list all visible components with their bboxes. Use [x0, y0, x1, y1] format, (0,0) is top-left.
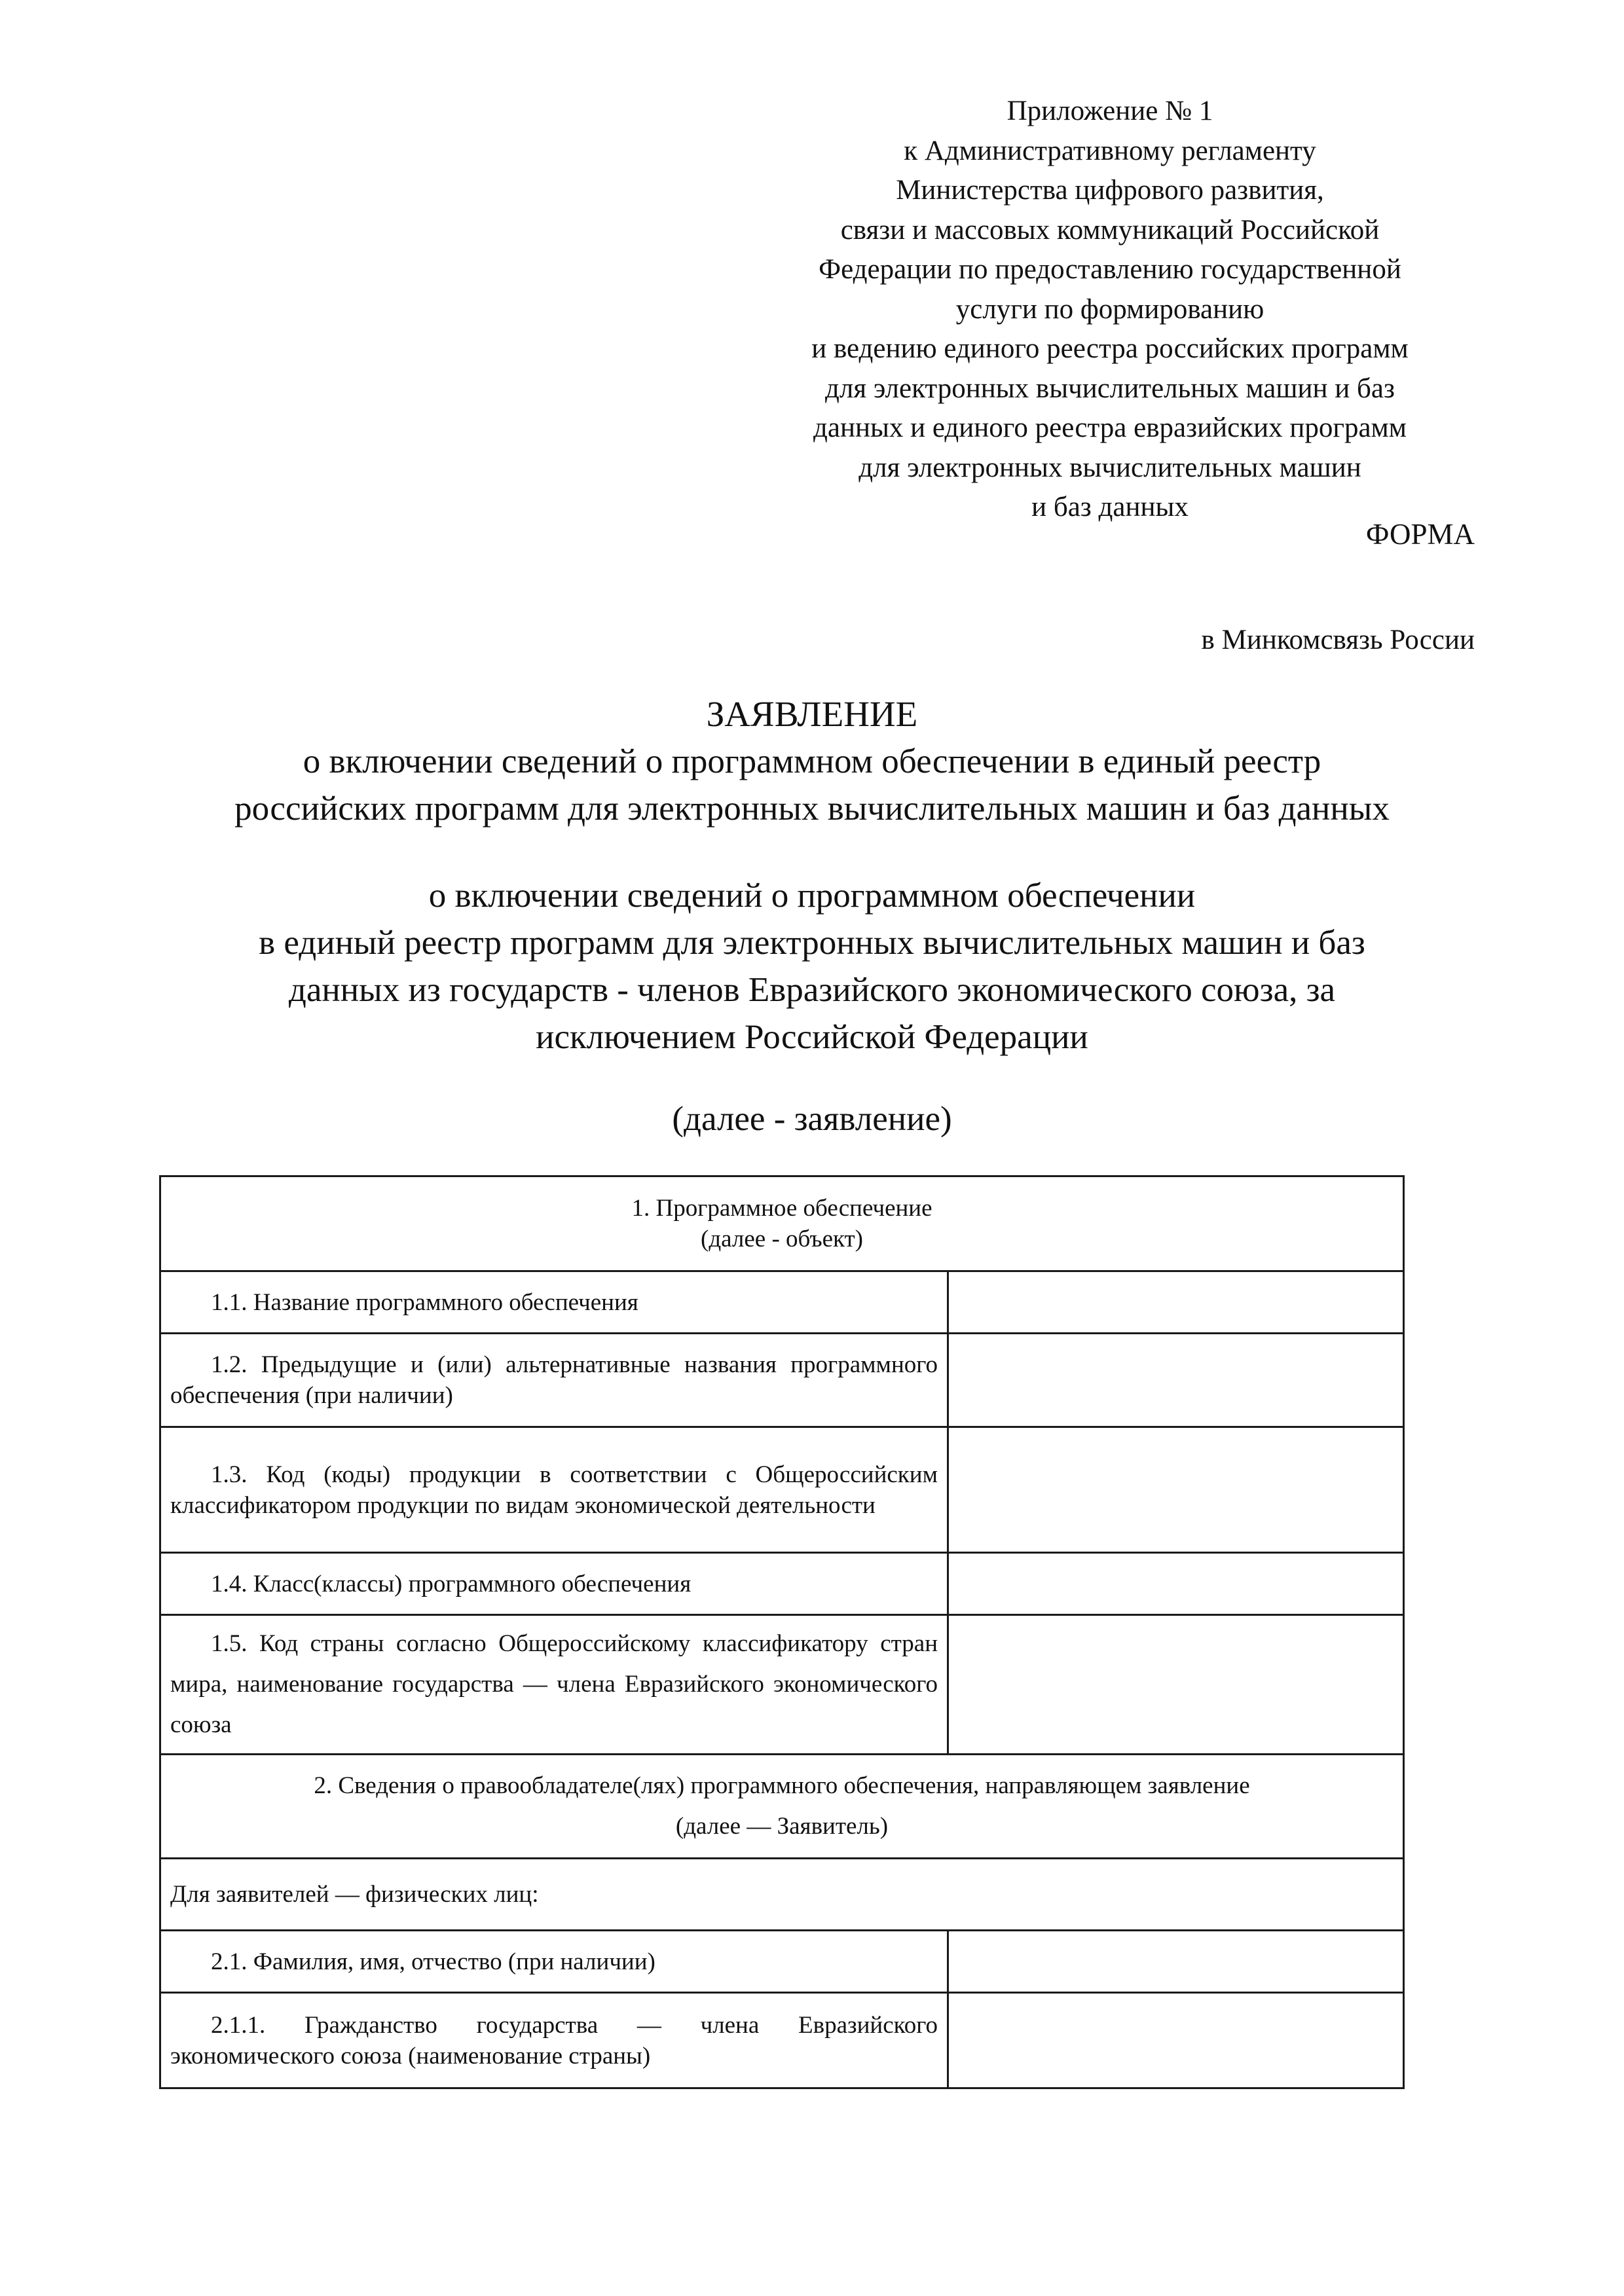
product-codes-field[interactable] — [948, 1427, 1404, 1553]
appendix-line: для электронных вычислительных машин — [858, 452, 1361, 483]
field-label: 1.4. Класс(классы) программного обеспечения — [160, 1553, 948, 1615]
citizenship-field[interactable] — [948, 1993, 1404, 2088]
subtitle-line: данных из государств - членов Евразийского экономического союза, за — [288, 971, 1336, 1009]
section-2-header-row — [160, 1755, 1404, 1859]
appendix-line: для электронных вычислительных машин и баз — [825, 373, 1395, 404]
application-form-table — [159, 1175, 1405, 2089]
subtitle-line: в единый реестр программ для электронных вычислительных машин и баз — [259, 924, 1365, 962]
table-row — [160, 1427, 1404, 1553]
table-row — [160, 1553, 1404, 1615]
appendix-line: Федерации по предоставлению государственной — [819, 254, 1401, 285]
subtitle-line: о включении сведений о программном обеспечении в единый реестр — [303, 742, 1321, 780]
appendix-line: и баз данных — [1031, 492, 1189, 522]
software-class-field[interactable] — [948, 1553, 1404, 1615]
subtitle-russian-registry — [105, 738, 1519, 832]
appendix-line: данных и единого реестра евразийских программ — [813, 412, 1407, 443]
section-2-subtitle: (далее — Заявитель) — [675, 1813, 889, 1840]
title-text: ЗАЯВЛЕНИЕ — [706, 694, 918, 734]
section-2-title: 2. Сведения о правообладателе(лях) программного обеспечения, направляющем заявление — [314, 1772, 1250, 1799]
section-2-header — [160, 1755, 1404, 1859]
section-1-title: 1. Программное обеспечение — [631, 1195, 932, 1222]
table-row — [160, 1993, 1404, 2088]
field-label: 1.2. Предыдущие и (или) альтернативные названия программного обеспечения (при наличии) — [160, 1334, 948, 1427]
appendix-line: Приложение № 1 — [1006, 96, 1213, 126]
hereinafter-note — [105, 1095, 1519, 1142]
appendix-line: связи и массовых коммуникаций Российской — [840, 214, 1380, 246]
field-label: 2.1.1. Гражданство государства — члена Евразийского экономического союза (наименование страны) — [160, 1993, 948, 2088]
table-row — [160, 1615, 1404, 1755]
subtitle-line: российских программ для электронных вычислительных машин и баз данных — [234, 790, 1390, 828]
alternative-names-field[interactable] — [948, 1334, 1404, 1427]
appendix-line: к Административному регламенту — [904, 135, 1316, 166]
appendix-line: услуги по формированию — [955, 293, 1264, 325]
country-code-field[interactable] — [948, 1615, 1404, 1755]
note-text: (далее - заявление) — [672, 1100, 952, 1138]
appendix-line: Министерства цифрового развития, — [896, 175, 1324, 206]
subtitle-eurasian-registry — [105, 872, 1519, 1061]
section-1-subtitle: (далее - объект) — [701, 1226, 863, 1252]
individuals-row — [160, 1859, 1404, 1931]
appendix-line: и ведению единого реестра российских программ — [811, 333, 1409, 364]
field-label: 1.5. Код страны согласно Общероссийскому классификатору стран мира, наименование государства — члена Евразийского экономического союза — [160, 1615, 948, 1755]
subtitle-line: о включении сведений о программном обеспечении — [428, 877, 1196, 915]
software-name-field[interactable] — [948, 1271, 1404, 1334]
individuals-label: Для заявителей — физических лиц: — [160, 1859, 1404, 1931]
section-1-header-row — [160, 1176, 1404, 1271]
field-label: 2.1. Фамилия, имя, отчество (при наличии) — [160, 1931, 948, 1993]
table-row — [160, 1931, 1404, 1993]
field-label: 1.3. Код (коды) продукции в соответствии с Общероссийским классификатором продукции по видам экономической деятельности — [160, 1427, 948, 1553]
table-row — [160, 1271, 1404, 1334]
table-row — [160, 1334, 1404, 1427]
form-label: ФОРМА — [1365, 518, 1475, 551]
document-title — [105, 691, 1519, 738]
appendix-header — [740, 92, 1480, 528]
full-name-field[interactable] — [948, 1931, 1404, 1993]
field-label: 1.1. Название программного обеспечения — [160, 1271, 948, 1334]
subtitle-line: исключением Российской Федерации — [536, 1018, 1088, 1056]
recipient: в Минкомсвязь России — [1201, 625, 1475, 655]
section-1-header — [160, 1176, 1404, 1271]
